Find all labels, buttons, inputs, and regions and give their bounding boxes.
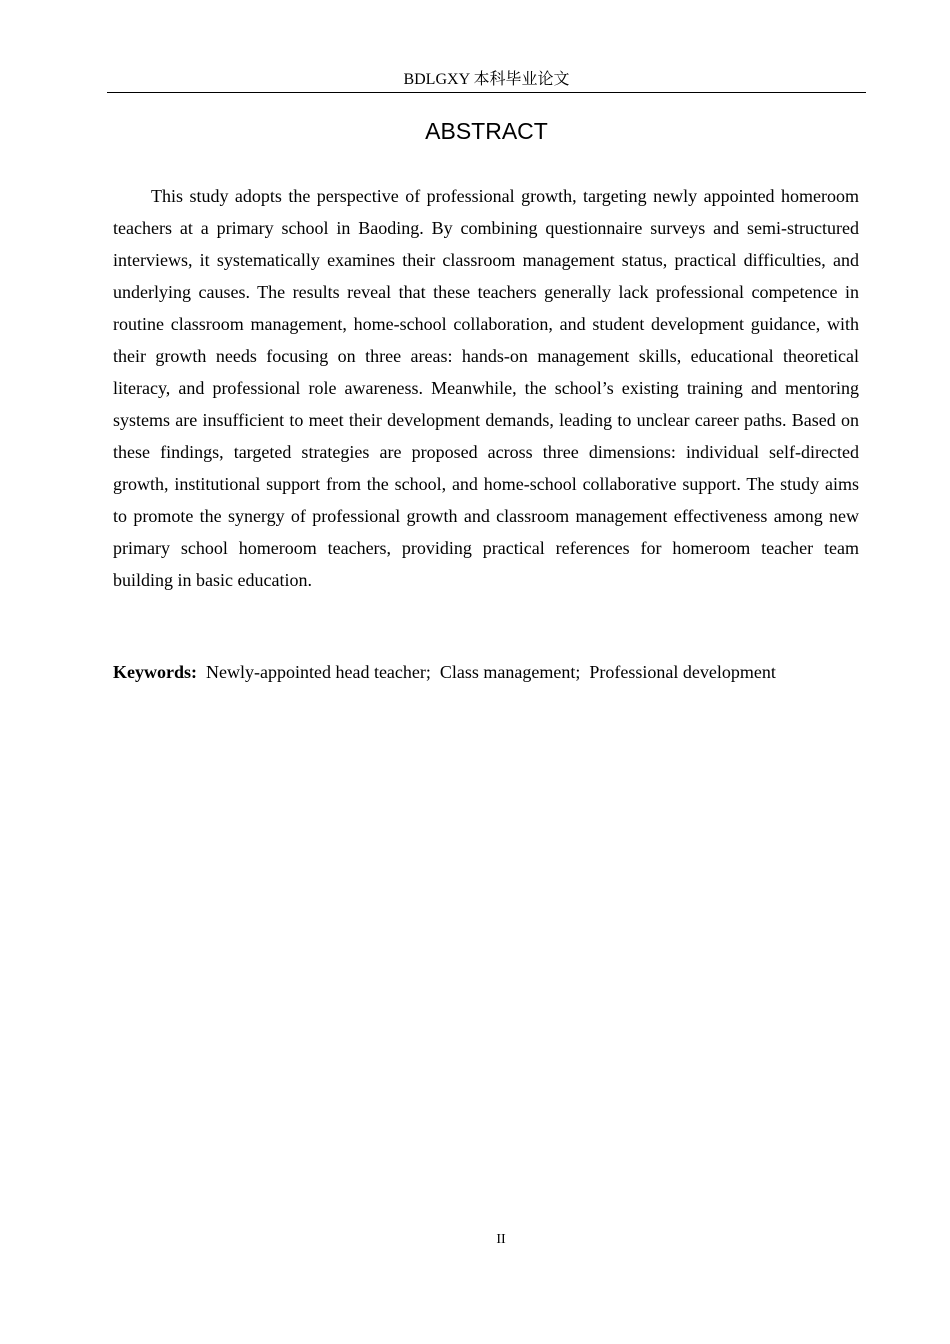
keywords-label: Keywords: [113,662,197,682]
abstract-body: This study adopts the perspective of professional growth, targeting newly appointed homeroom teachers at a primary school in Baoding. By combining questionnaire surveys and semi-structured interviews, it systematically examines their classroom management status, practical difficulties, and underlying causes. The results reveal that these teachers generally lack professional competence in routine classroom management, home-school collaboration, and student development guidance, with their growth needs focusing on three areas: hands-on management skills, educational theoretical literacy, and professional role awareness. Meanwhile, the school’s existing training and mentoring systems are insufficient to meet their development demands, leading to unclear career paths. Based on these findings, targeted strategies are proposed across three dimensions: individual self-directed growth, institutional support from the school, and home-school collaborative support. The study aims to promote the synergy of professional growth and classroom management effectiveness among new primary school homeroom teachers, providing practical references for homeroom teacher team building in basic education. [113,186,859,590]
keyword-separator: ; [425,662,431,682]
keyword-item: Professional development [589,662,776,682]
keyword-item: Class management [439,662,576,682]
page-number: II [496,1232,506,1247]
keyword-separator: ; [575,662,581,682]
abstract-title: ABSTRACT [425,118,548,144]
keyword-item: Newly-appointed head teacher [206,662,426,682]
running-header: BDLGXY 本科毕业论文 [107,70,866,93]
keywords-line [113,656,859,688]
